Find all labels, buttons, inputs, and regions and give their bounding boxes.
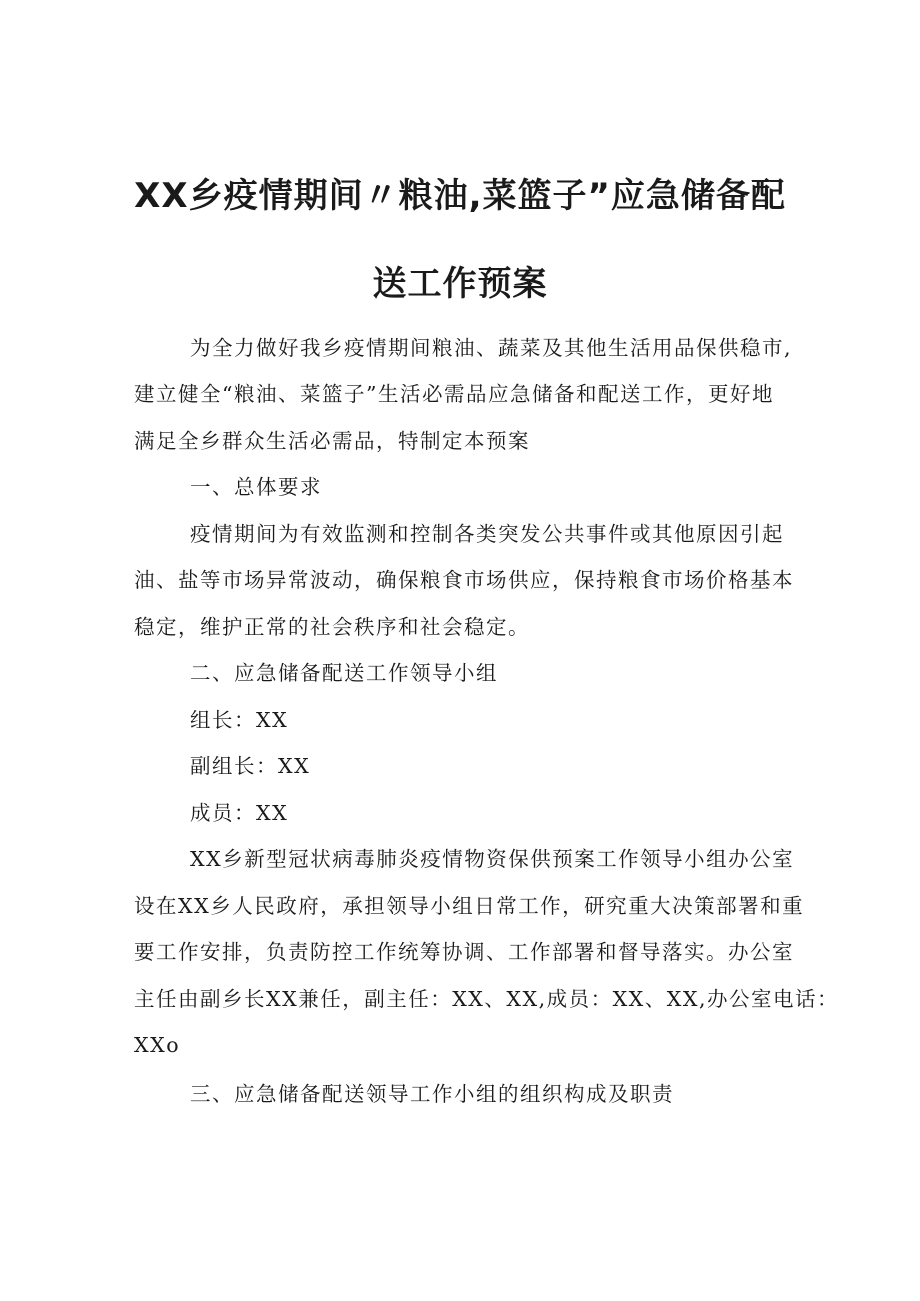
office-paragraph-line-2: 设在XX乡人民政府，承担领导小组日常工作，研究重大决策部署和重 xyxy=(134,894,805,918)
office-paragraph-line-4: 主任由副乡长XX兼任，副主任：XX、XX,成员：XX、XX,办公室电话： xyxy=(134,987,839,1011)
section-heading-1: 一、总体要求 xyxy=(190,475,322,499)
leader-line: 组长：XX xyxy=(190,708,289,732)
members-line: 成员：XX xyxy=(190,801,289,825)
section-1-paragraph-line-3: 稳定，维护正常的社会秩序和社会稳定。 xyxy=(134,615,530,639)
intro-paragraph-line-3: 满足全乡群众生活必需品，特制定本预案 xyxy=(134,429,530,453)
office-paragraph-line-3: 要工作安排，负责防控工作统筹协调、工作部署和督导落实。办公室 xyxy=(134,940,794,964)
deputy-leader-line: 副组长：XX xyxy=(190,754,311,778)
document-title-line-2: 送工作预案 xyxy=(372,264,548,304)
office-paragraph-line-1: XX乡新型冠状病毒肺炎疫情物资保供预案工作领导小组办公室 xyxy=(190,847,795,871)
section-1-paragraph-line-1: 疫情期间为有效监测和控制各类突发公共事件或其他原因引起 xyxy=(190,522,784,546)
section-heading-3: 三、应急储备配送领导工作小组的组织构成及职责 xyxy=(190,1082,674,1106)
section-1-paragraph-line-2: 油、盐等市场异常波动，确保粮食市场供应，保持粮食市场价格基本 xyxy=(134,568,794,592)
intro-paragraph-line-2: 建立健全“粮油、菜篮子”生活必需品应急储备和配送工作，更好地 xyxy=(134,382,774,406)
document-title-line-1: XX乡疫情期间〃粮油,菜篮子”应急储备配 xyxy=(134,176,786,216)
intro-paragraph-line-1: 为全力做好我乡疫情期间粮油、蔬菜及其他生活用品保供稳市, xyxy=(190,336,793,360)
office-paragraph-line-5: XXo xyxy=(134,1033,181,1057)
section-heading-2: 二、应急储备配送工作领导小组 xyxy=(190,661,498,685)
